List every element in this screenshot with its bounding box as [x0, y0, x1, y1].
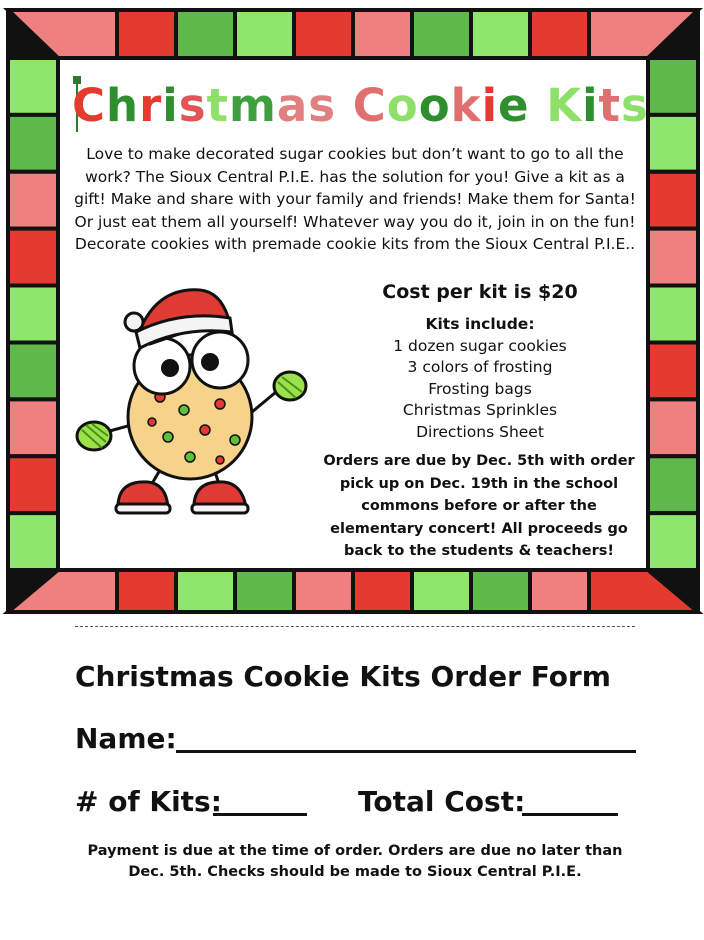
border-block [235, 570, 294, 612]
title-letter: h [106, 79, 140, 132]
kit-includes-list [330, 314, 630, 443]
border-block [648, 342, 698, 399]
right-mitten [252, 372, 306, 412]
name-field-line[interactable] [176, 750, 636, 753]
border-block [176, 10, 235, 58]
border-block [648, 456, 698, 513]
border-block [8, 115, 58, 172]
title-letter: s [178, 79, 207, 132]
title-letter: a [276, 79, 309, 132]
border-block [8, 513, 58, 570]
title-letter: K [546, 79, 583, 132]
title-letter: i [582, 79, 599, 132]
border-block [353, 10, 412, 58]
border-block [530, 10, 589, 58]
border-block [648, 229, 698, 286]
border-block [8, 286, 58, 343]
intro-paragraph: Love to make decorated sugar cookies but don’t want to go to all the work? The Sioux Central P.I.E. has the solution for you! Give a kit as a gift! Make and share with your family and friends! Make them for Santa! Or just eat them all yourself! Whatever way you do it, join in on the fun! Decorate cookies with premade cookie kits from the Sioux Central P.I.E.. [74, 145, 636, 253]
border-block [648, 115, 698, 172]
border-block [648, 172, 698, 229]
title-letter: t [206, 79, 230, 132]
border-block [294, 10, 353, 58]
title-letter: r [139, 79, 163, 132]
title-letter: t [598, 79, 622, 132]
border-block [8, 399, 58, 456]
include-item: Christmas Sprinkles [402, 401, 558, 419]
kits-label: # of Kits: [75, 785, 222, 818]
total-cost-field-line[interactable] [522, 813, 618, 816]
title-letter: e [498, 79, 530, 132]
title-letter: k [450, 79, 482, 132]
title-letter: s [308, 79, 337, 132]
border-block [117, 10, 176, 58]
border-block [648, 513, 698, 570]
border-block [8, 229, 58, 286]
title-letter: C [352, 79, 387, 132]
border-block [117, 570, 176, 612]
title-letter: s [621, 79, 649, 132]
title-letter: C [72, 79, 107, 132]
right-shoe [192, 482, 248, 513]
includes-heading: Kits include: [425, 315, 535, 333]
border-block [471, 10, 530, 58]
border-block [353, 570, 412, 612]
border-block [8, 172, 58, 229]
title-letter: o [418, 79, 451, 132]
cookie-character-icon [70, 282, 315, 537]
border-block [412, 570, 471, 612]
left-shoe [116, 482, 170, 513]
name-label: Name: [75, 722, 177, 755]
orders-note: Orders are due by Dec. 5th with order pick up on Dec. 19th in the school commons before or after the elementary concert! All proceeds go back to the students & teachers! [323, 453, 635, 559]
border-block [530, 570, 589, 612]
order-form-title: Christmas Cookie Kits Order Form [75, 660, 611, 693]
include-item: Directions Sheet [416, 422, 544, 441]
title-letter: o [386, 79, 419, 132]
include-item: 3 colors of frosting [407, 358, 553, 376]
flyer-title [72, 79, 649, 132]
border-block [235, 10, 294, 58]
border-block [8, 342, 58, 399]
include-item: Frosting bags [428, 379, 532, 398]
title-letter [336, 80, 353, 132]
border-block [648, 399, 698, 456]
cut-line [75, 626, 635, 627]
border-block [471, 570, 530, 612]
cost-per-kit: Cost per kit is $20 [382, 281, 578, 303]
border-block [294, 570, 353, 612]
kits-field-line[interactable] [213, 813, 307, 816]
title-letter: i [481, 79, 499, 132]
payment-note: Payment is due at the time of order. Orders are due no later than Dec. 5th. Checks should be made to Sioux Central P.I.E. [87, 843, 623, 880]
border-block [176, 570, 235, 612]
title-letter: i [162, 79, 179, 132]
title-letter [530, 80, 547, 132]
border-block [8, 456, 58, 513]
include-item: 1 dozen sugar cookies [393, 336, 567, 355]
total-cost-label: Total Cost: [358, 785, 526, 818]
title-letter: m [229, 79, 277, 132]
border-block [8, 58, 58, 115]
border-block [412, 10, 471, 58]
border-block [648, 58, 698, 115]
border-block [648, 286, 698, 343]
